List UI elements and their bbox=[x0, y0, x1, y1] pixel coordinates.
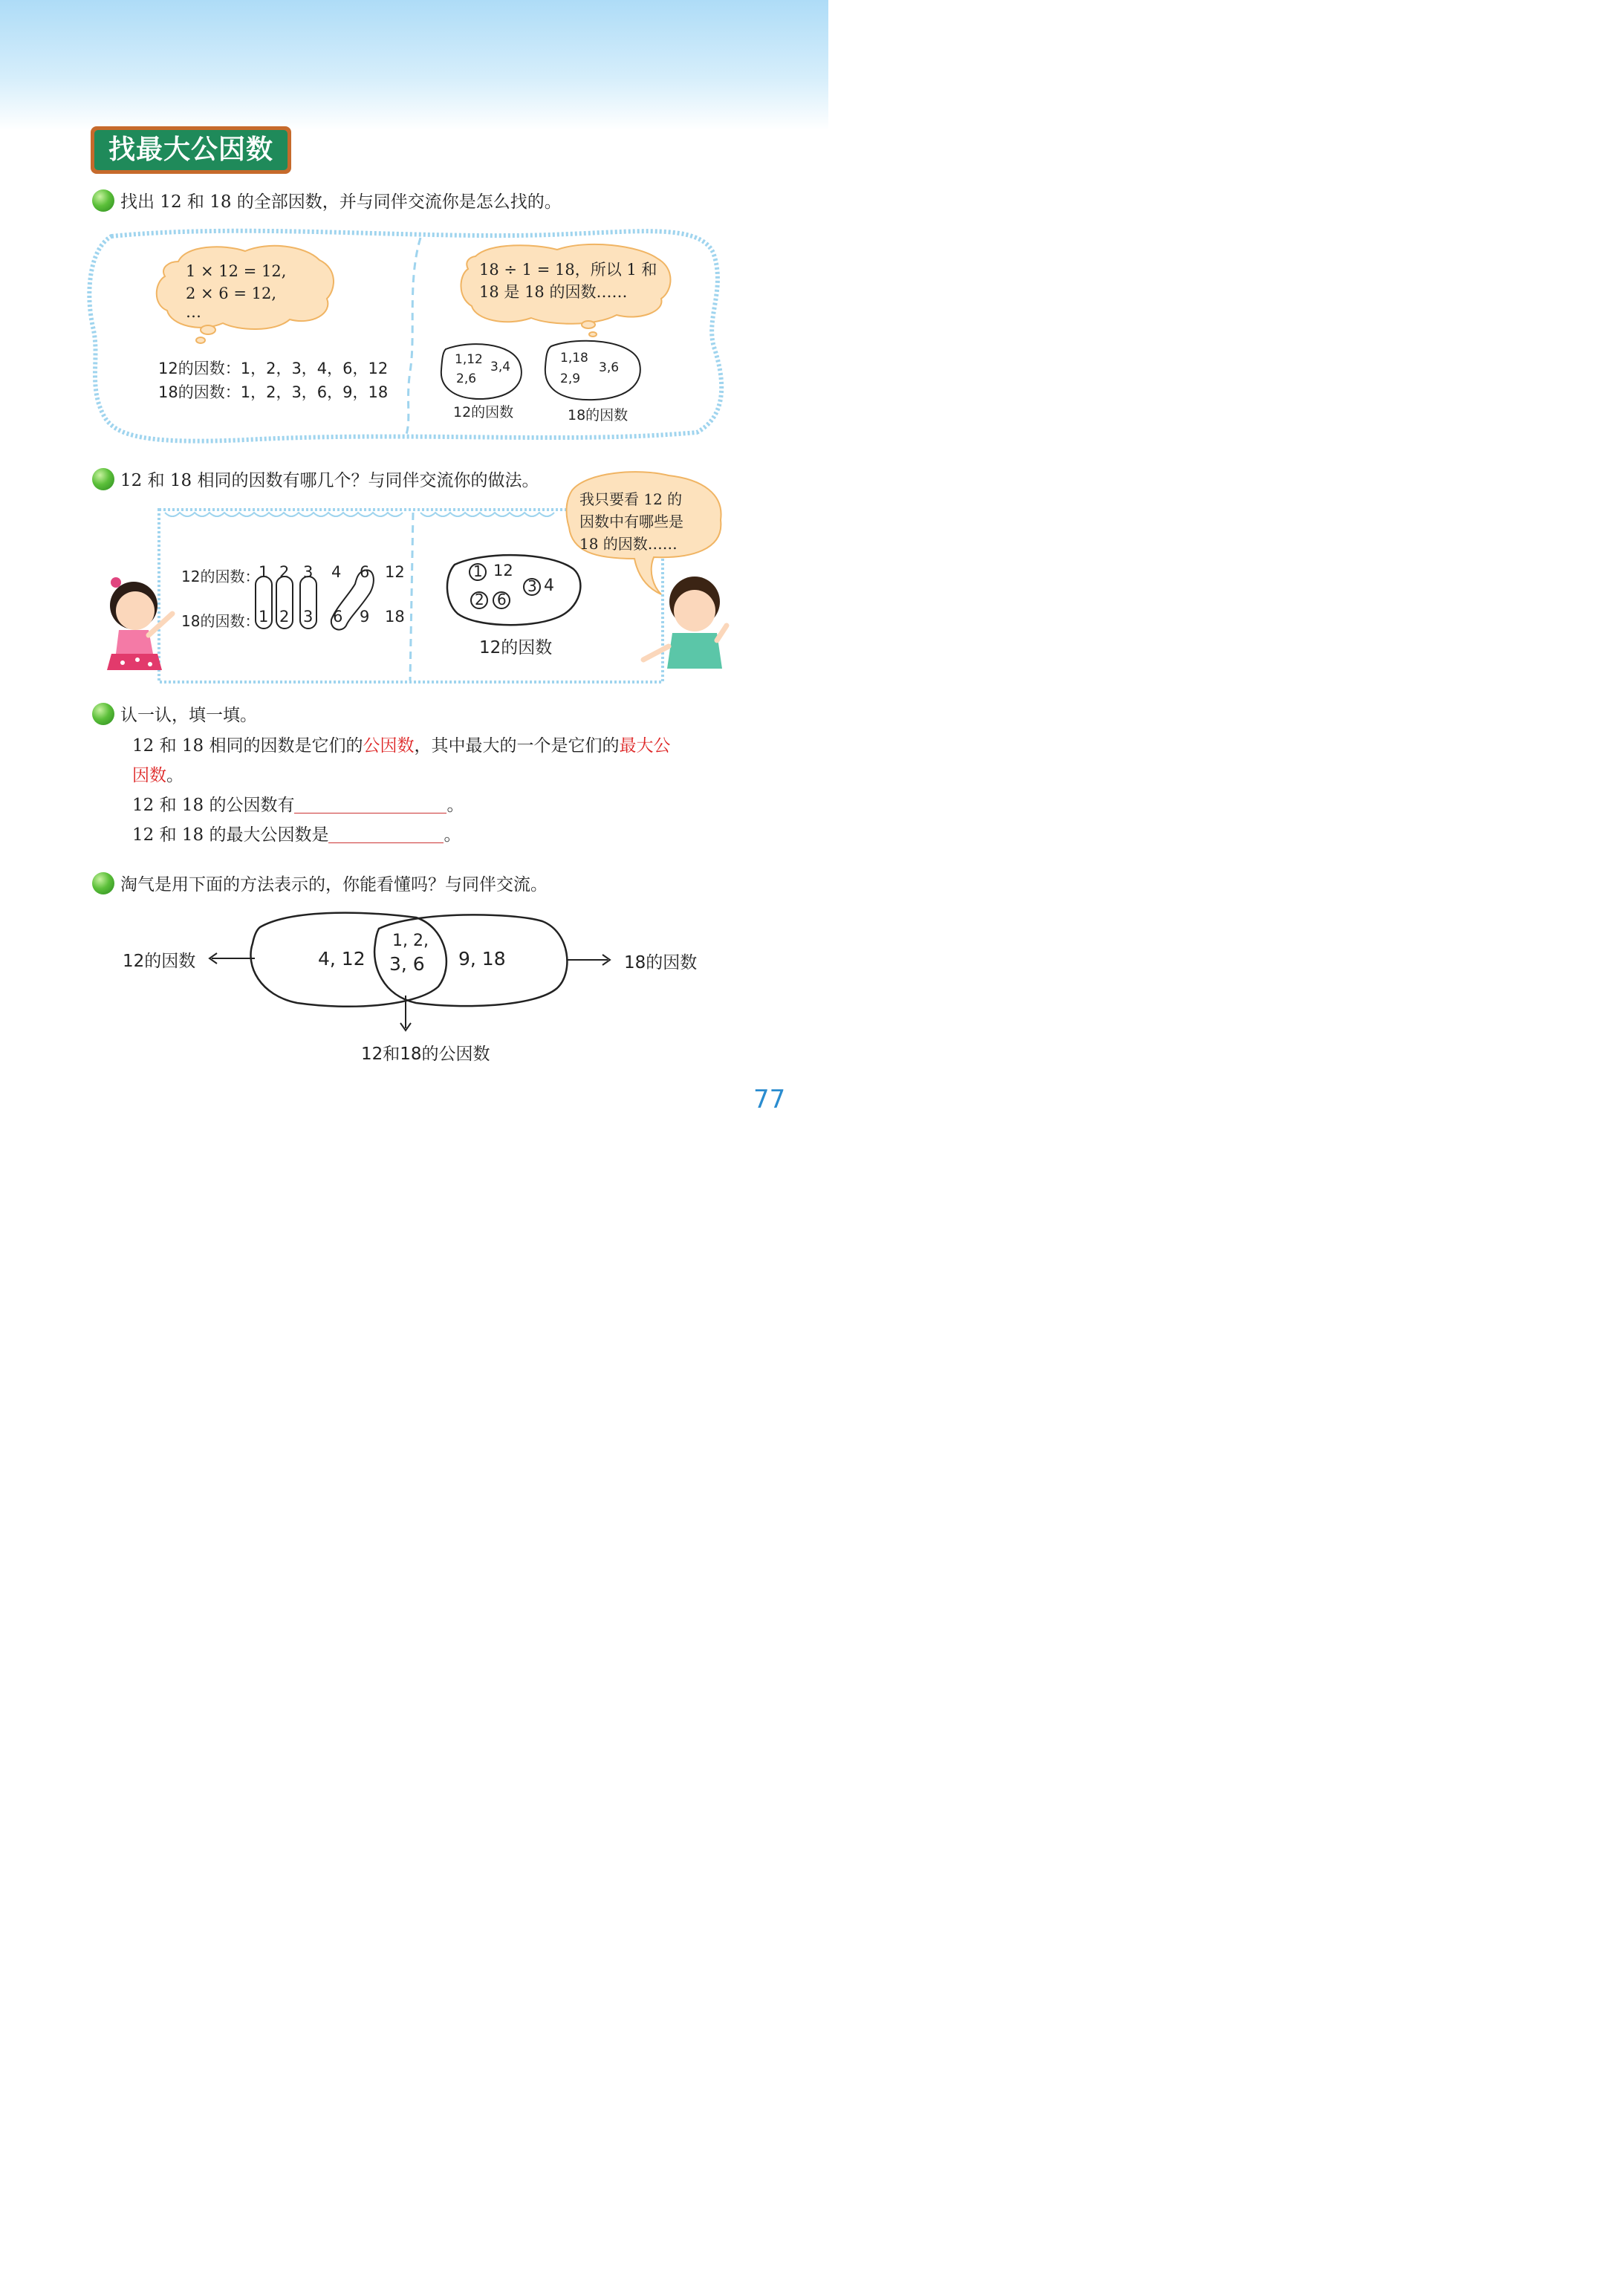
set12-item-2: 3,4 bbox=[490, 360, 511, 374]
frame-1-divider bbox=[406, 238, 420, 437]
row12-item-4: 4 bbox=[331, 563, 342, 581]
fill-line-2 bbox=[132, 820, 461, 850]
set12-label: 12的因数 bbox=[453, 404, 514, 420]
frame-2-scallop bbox=[165, 513, 554, 516]
row18-item-1: 1 bbox=[259, 608, 269, 626]
left-bubble-line-2: 2 × 6 = 12, bbox=[186, 285, 277, 302]
question-3-text: 认一认，填一填。 bbox=[120, 706, 257, 725]
circle-item-4: 4 bbox=[544, 577, 554, 595]
fill-2-prompt: 12 和 18 的最大公因数是 bbox=[132, 825, 329, 845]
row18-item-3: 3 bbox=[303, 608, 314, 626]
question-4-text: 淘气是用下面的方法表示的，你能看懂吗？与同伴交流。 bbox=[120, 875, 548, 894]
green-bullet-icon bbox=[92, 872, 114, 894]
venn-common-top: 1, 2, bbox=[392, 932, 429, 950]
set18-oval bbox=[545, 341, 640, 400]
row18-item-2: 2 bbox=[279, 608, 290, 626]
row12-item-12: 12 bbox=[385, 563, 405, 581]
circle-item-3: 3 bbox=[527, 577, 537, 595]
set18-item-3: 2,9 bbox=[560, 371, 581, 386]
venn-common-bottom: 3, 6 bbox=[389, 953, 425, 975]
fill-1-period: 。 bbox=[446, 796, 464, 815]
left-list-12: 12的因数：1，2，3，4，6，12 bbox=[158, 360, 389, 377]
row12-item-2: 2 bbox=[279, 563, 290, 581]
circle-label: 12的因数 bbox=[479, 638, 553, 657]
definition-text-b: ，其中最大的一个是它们的 bbox=[414, 736, 620, 756]
term-gcf-part-2: 因数 bbox=[132, 766, 166, 785]
boy-bubble-line-2: 因数中有哪些是 bbox=[579, 513, 683, 530]
set12-item-3: 2,6 bbox=[456, 371, 477, 386]
set18-item-1: 1,18 bbox=[560, 351, 588, 366]
circle-item-2: 2 bbox=[475, 591, 484, 608]
venn-right-only: 9, 18 bbox=[458, 948, 506, 970]
definition-end: 。 bbox=[166, 766, 183, 785]
question-2 bbox=[92, 467, 539, 491]
fill-1-blank[interactable] bbox=[294, 795, 446, 813]
green-bullet-icon bbox=[92, 468, 114, 490]
factor12-oval bbox=[447, 555, 580, 625]
green-bullet-icon bbox=[92, 703, 114, 725]
term-common-factor: 公因数 bbox=[363, 736, 415, 756]
venn-left-only: 4, 12 bbox=[318, 948, 366, 970]
row12-label: 12的因数： bbox=[181, 568, 260, 585]
fill-2-period: 。 bbox=[444, 825, 461, 845]
question-4 bbox=[92, 871, 548, 895]
question-3 bbox=[92, 701, 257, 726]
set12-item-1: 1,12 bbox=[455, 352, 483, 367]
fill-2-blank[interactable] bbox=[328, 825, 444, 843]
row18-item-6: 6 bbox=[333, 608, 343, 626]
row18-label: 18的因数： bbox=[181, 612, 260, 630]
left-bubble-line-3: … bbox=[186, 303, 201, 321]
frame-2-divider bbox=[410, 513, 413, 681]
venn-left-label: 12的因数 bbox=[123, 952, 196, 971]
circle-item-12: 12 bbox=[493, 562, 513, 579]
set18-item-2: 3,6 bbox=[599, 360, 620, 375]
circle-item-6: 6 bbox=[497, 591, 507, 608]
row12-item-3: 3 bbox=[303, 563, 314, 581]
right-bubble-line-1: 18 ÷ 1 = 18，所以 1 和 bbox=[479, 261, 657, 279]
boy-bubble-line-1: 我只要看 12 的 bbox=[579, 490, 683, 508]
definition-line-2 bbox=[132, 761, 183, 790]
row12-item-6: 6 bbox=[360, 563, 370, 581]
boy-bubble-line-3: 18 的因数…… bbox=[579, 535, 678, 553]
definition-text-a: 12 和 18 相同的因数是它们的 bbox=[132, 736, 363, 756]
question-2-text: 12 和 18 相同的因数有哪几个？与同伴交流你的做法。 bbox=[120, 471, 539, 490]
page-number: 77 bbox=[753, 1085, 786, 1114]
girl-figure bbox=[107, 577, 172, 670]
row18-item-9: 9 bbox=[360, 608, 370, 626]
section-title: 找最大公因数 bbox=[94, 130, 288, 170]
row12-item-1: 1 bbox=[259, 563, 269, 581]
term-gcf-part-1: 最大公 bbox=[619, 736, 671, 756]
right-bubble-line-2: 18 是 18 的因数…… bbox=[479, 283, 628, 301]
venn-right-label: 18的因数 bbox=[624, 953, 698, 972]
fill-1-prompt: 12 和 18 的公因数有 bbox=[132, 796, 295, 815]
left-list-18: 18的因数：1，2，3，6，9，18 bbox=[158, 383, 389, 401]
circle-item-1: 1 bbox=[473, 562, 483, 580]
set18-label: 18的因数 bbox=[568, 407, 629, 423]
left-bubble-line-1: 1 × 12 = 12, bbox=[186, 262, 287, 280]
fill-line-1 bbox=[132, 790, 464, 820]
definition-line-1 bbox=[132, 731, 670, 761]
figure-shapes bbox=[0, 0, 828, 1155]
venn-bottom-label: 12和18的公因数 bbox=[361, 1045, 490, 1064]
question-1-text: 找出 12 和 18 的全部因数，并与同伴交流你是怎么找的。 bbox=[120, 192, 562, 212]
row18-item-18: 18 bbox=[385, 608, 405, 626]
